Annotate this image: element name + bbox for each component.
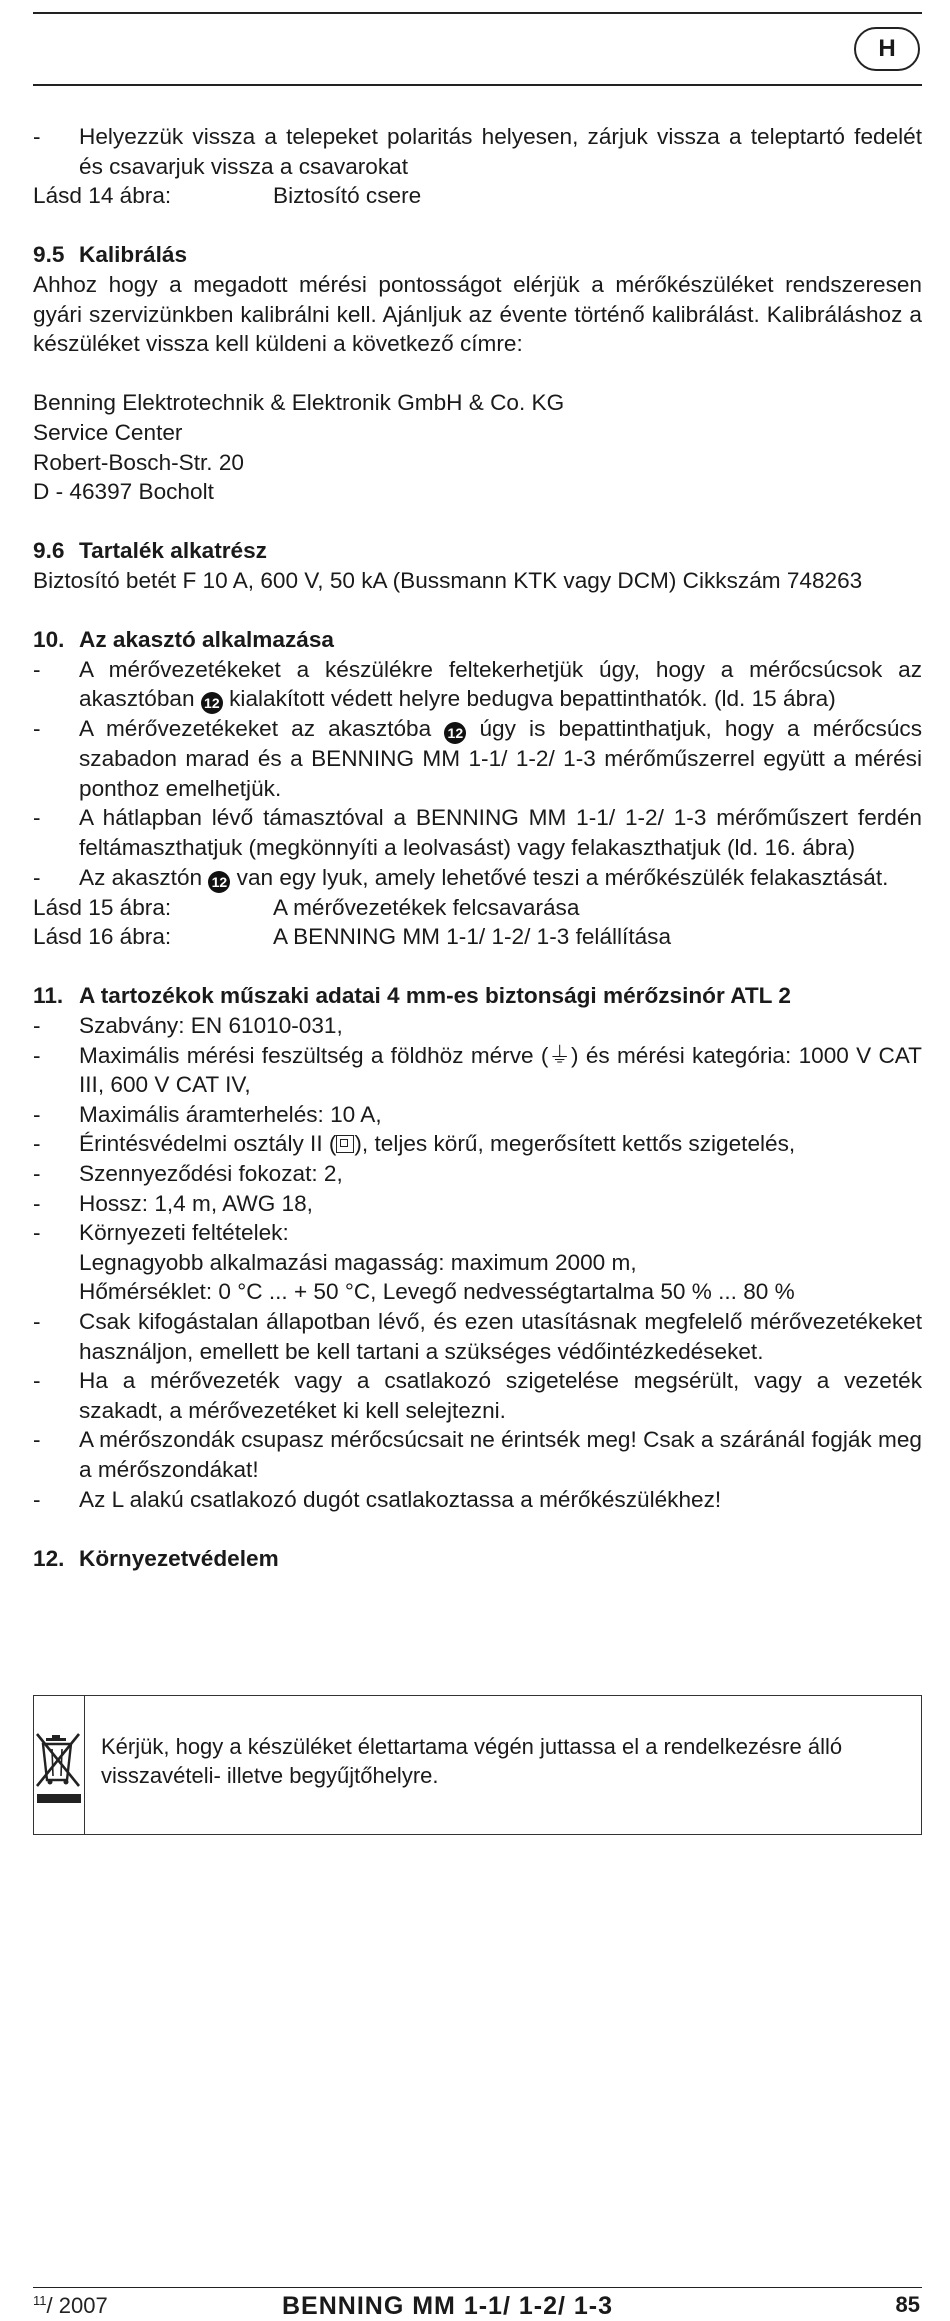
list-item: - A mérőszondák csupasz mérőcsúcsait ne érintsék meg! Csak a száránál fogják meg a mérőszondákat!	[33, 1427, 922, 1482]
holder-marker-icon: 12	[201, 692, 223, 714]
footer-product-name: BENNING MM 1-1/ 1-2/ 1-3	[282, 2292, 614, 2320]
list-item-continuation: Legnagyobb alkalmazási magasság: maximum 2000 m,	[79, 1249, 637, 1275]
environment-notice-text: Kérjük, hogy a készüléket élettartama végén juttassa el a rendelkezésre álló visszavételi- illetve begyűjtőhelyre.	[101, 1734, 843, 1788]
list-item: - Maximális áramterhelés: 10 A,	[33, 1101, 382, 1127]
intro-figure-ref: Lásd 14 ábra: Biztosító csere	[33, 183, 422, 209]
address-line: Benning Elektrotechnik & Elektronik GmbH & Co. KG	[33, 390, 565, 416]
list-item: - Érintésvédelmi osztály II ( ), teljes körű, megerősített kettős szigetelés,	[33, 1131, 796, 1157]
intro-bullet: - Helyezzük vissza a telepeket polaritás helyesen, zárjuk vissza a teleptartó fedelét és csavarjuk vissza a csavarokat	[33, 124, 922, 179]
calibration-body: Ahhoz hogy a megadott mérési pontosságot elérjük a mérőkészüléket rendszeresen gyári szervizünkben kalibrálni kell. Ajánljuk az évente történő kalibrálást. Kalibráláshoz a készüléket vissza kell küldeni a következő címre:	[33, 271, 922, 357]
header-rule-bottom	[33, 84, 922, 86]
list-item: - A mérővezetékeket a készülékre feltekerhetjük úgy, hogy a mérőcsúcsok az akasztóban 12 kialakított védett helyre bedugva bepattinthatók. (ld. 15 ábra)	[33, 655, 922, 715]
list-item: - Az L alakú csatlakozó dugót csatlakoztassa a mérőkészülékhez!	[33, 1486, 722, 1512]
double-insulation-icon	[336, 1135, 354, 1153]
section-heading-10: 10. Az akasztó alkalmazása	[33, 627, 334, 653]
section-heading-11: 11. A tartozékok műszaki adatai 4 mm-es biztonsági mérőzsinór ATL 2	[33, 983, 791, 1009]
list-item-continuation: Hőmérséklet: 0 °C ... + 50 °C, Levegő nedvességtartalma 50 % ... 80 %	[79, 1279, 795, 1305]
list-item: - Maximális mérési feszültség a földhöz mérve (⏚) és mérési kategória: 1000 V CAT III, 600 V CAT IV,	[33, 1042, 922, 1098]
environment-notice-box	[33, 1695, 922, 1835]
language-badge: H	[854, 27, 920, 71]
figure-ref: Lásd 15 ábra: A mérővezetékek felcsavarása	[33, 894, 580, 920]
weee-crossed-bin-icon	[34, 1732, 84, 1808]
list-item: - Csak kifogástalan állapotban lévő, és ezen utasításnak megfelelő mérővezetékeket használjon, emellett be kell tartani a szükséges védőintézkedéseket.	[33, 1308, 922, 1364]
footer-rule	[33, 2287, 922, 2288]
figure-ref: Lásd 16 ábra: A BENNING MM 1-1/ 1-2/ 1-3 felállítása	[33, 924, 672, 950]
list-item: - Hossz: 1,4 m, AWG 18,	[33, 1190, 313, 1216]
spare-part-body: Biztosító betét F 10 A, 600 V, 50 kA (Bussmann KTK vagy DCM) Cikkszám 748263	[33, 567, 863, 593]
address-line: D - 46397 Bocholt	[33, 479, 214, 505]
page-number: 85	[895, 2292, 920, 2317]
list-item: - Környezeti feltételek:	[33, 1220, 289, 1246]
holder-marker-icon: 12	[444, 722, 466, 744]
list-item: - Szabvány: EN 61010-031,	[33, 1013, 343, 1039]
list-item: - Ha a mérővezeték vagy a csatlakozó szigetelése megsérült, vagy a vezeték szakadt, a mérővezetéket ki kell selejtezni.	[33, 1368, 922, 1423]
list-item: - Az akasztón 12 van egy lyuk, amely lehetővé teszi a mérőkészülék felakasztását.	[33, 863, 922, 893]
holder-marker-icon: 12	[208, 871, 230, 893]
page-content	[33, 122, 922, 1573]
ground-symbol-icon: ⏚	[548, 1042, 571, 1068]
header-rule-top	[33, 12, 922, 14]
list-item: - Szennyeződési fokozat: 2,	[33, 1161, 343, 1186]
weee-icon-cell	[34, 1696, 85, 1834]
footer-date: $^{11}$/ 2007	[33, 2293, 108, 2318]
section-heading-9-5: 9.5 Kalibrálás	[33, 242, 188, 268]
section-heading-9-6: 9.6 Tartalék alkatrész	[33, 538, 267, 564]
list-item: - A hátlapban lévő támasztóval a BENNING MM 1-1/ 1-2/ 1-3 mérőműszert ferdén feltámaszthatjuk (megkönnyíti a leolvasást) vagy felakaszthatjuk (ld. 16. ábra)	[33, 805, 922, 861]
section-heading-12: 12. Környezetvédelem	[33, 1545, 279, 1571]
address-line: Robert-Bosch-Str. 20	[33, 449, 244, 475]
address-line: Service Center	[33, 419, 183, 445]
list-item: - A mérővezetékeket az akasztóba 12 úgy is bepattinthatjuk, hogy a mérőcsúcs szabadon marad és a BENNING MM 1-1/ 1-2/ 1-3 mérőműszerrel együtt a mérési ponthoz emelhetjük.	[33, 716, 923, 801]
